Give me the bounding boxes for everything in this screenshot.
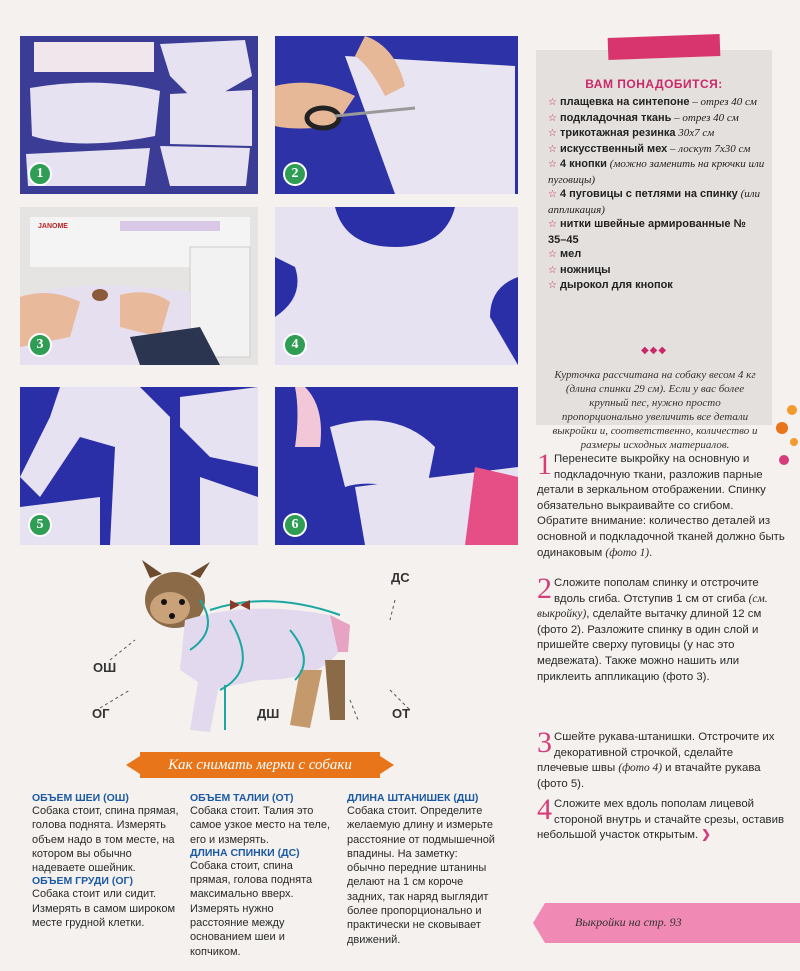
- photo-number: 6: [283, 513, 307, 537]
- jacket-back-image: [275, 207, 518, 365]
- sewing-machine-image: [20, 207, 258, 365]
- list-item: ☆ ножницы: [548, 263, 611, 276]
- label-ds: ДС: [391, 570, 410, 585]
- label-osh: ОШ: [93, 660, 117, 675]
- star-icon: ☆: [548, 128, 557, 139]
- label-ot: ОТ: [392, 706, 411, 721]
- star-icon: ☆: [548, 264, 557, 276]
- step-number: 4: [537, 793, 552, 826]
- step-number: 2: [537, 572, 552, 605]
- photo-number: 3: [28, 333, 52, 357]
- photo-number: 4: [283, 333, 307, 357]
- photo-3: [20, 207, 258, 365]
- step-number: 3: [537, 726, 552, 759]
- sleeves-image: [275, 387, 518, 545]
- pattern-page-link[interactable]: Выкройки на стр. 93: [545, 903, 800, 943]
- cutting-image: [275, 36, 518, 194]
- list-item: ☆ искусственный мех – лоскут 7х30 см: [548, 142, 751, 155]
- list-item: ☆ дырокол для кнопок: [548, 279, 673, 291]
- materials-note: Курточка рассчитана на собаку весом 4 кг (длина спинки 29 см). Если у вас более крупный пес, нужно просто пропорционально увеличить все детали выкройки и, соответственно, количество и размеры исходных материалов.: [552, 369, 758, 451]
- star-icon: ☆: [548, 159, 557, 170]
- star-icon: ☆: [548, 112, 557, 124]
- photo-number: 1: [28, 162, 52, 186]
- star-icon: ☆: [548, 280, 557, 291]
- materials-list: [548, 95, 766, 294]
- label-dsh: ДШ: [257, 706, 280, 721]
- measure-title: ОБЪЕМ ТАЛИИ (ОТ): [190, 792, 294, 804]
- step-number: 1: [537, 448, 552, 481]
- list-item: ☆ трикотажная резинка 30х7 см: [548, 127, 715, 139]
- photo-6: [275, 387, 518, 545]
- dog-measurement-image: [90, 560, 470, 755]
- measurements-banner: Как снимать мерки с собаки: [140, 752, 380, 778]
- materials-title: ВАМ ПОНАДОБИТСЯ:: [585, 77, 723, 91]
- star-icon: ☆: [548, 219, 557, 230]
- list-item: ☆ подкладочная ткань – отрез 40 см: [548, 111, 739, 124]
- label-og: ОГ: [92, 706, 110, 721]
- list-item: ☆ 4 кнопки (можно заменить на крючки или пуговицы): [548, 158, 765, 186]
- measure-text: Собака стоит. Определите желаемую длину и измерьте расстояние от подмышечной впадины. На заметку: обычно передние штанины делают на 1 см короче задних, так наряд выглядит более пропорционально и практически не сковывает движений.: [347, 805, 495, 946]
- sewn-pieces-image: [20, 387, 258, 545]
- photo-number: 5: [28, 513, 52, 537]
- photo-number: 2: [283, 162, 307, 186]
- list-item: ☆ плащевка на синтепоне – отрез 40 см: [548, 96, 757, 108]
- measure-text: Собака стоит. Талия это самое узкое место на теле, его и измерять.: [190, 805, 331, 846]
- star-icon: ☆: [548, 249, 557, 260]
- measure-title: ОБЪЕМ ШЕИ (ОШ): [32, 792, 129, 804]
- tape-decoration: [608, 34, 721, 60]
- star-icon: ☆: [548, 143, 557, 155]
- photo-5: [20, 387, 258, 545]
- measure-title: ДЛИНА СПИНКИ (ДС): [190, 846, 300, 859]
- step-1: 1 Перенесите выкройку на основную и подкладочную ткани, разложив парные детали в зеркальном отображении. Спинку обязательно выкраивайте со сгибом. Обратите внимание: количество деталей из основной и подкладочной тканей должно быть одинаковым (фото 1).: [537, 448, 785, 559]
- step-3: 3 Сшейте рукава-штанишки. Отстрочите их декоративной строчкой, сделайте плечевые швы (фото 4) и втачайте рукава (фото 5).: [537, 726, 775, 790]
- step-2: 2 Сложите пополам спинку и отстрочите вдоль сгиба. Отступив 1 см от сгиба (см. выкройку), сделайте вытачку длиной 12 см (фото 2). Разложите спинку в один слой и пришейте сверху пуговицы (у нас это медвежата). Также можно нашить или приклеить аппликацию (фото 3).: [537, 572, 768, 683]
- star-icon: ☆: [548, 189, 557, 200]
- list-item: ☆ нитки швейные армированные № 35–45: [548, 218, 746, 246]
- list-item: ☆ 4 пуговицы с петлями на спинку (или аппликация): [548, 188, 761, 216]
- measure-text: Собака стоит или сидит. Измерять в самом широком месте грудной клетки.: [32, 888, 176, 930]
- star-icon: ☆: [548, 97, 557, 108]
- measures-column-2: [190, 792, 335, 959]
- measure-title: ОБЪЕМ ГРУДИ (ОГ): [32, 875, 133, 888]
- measures-column-1: [32, 792, 182, 930]
- step-4: 4 Сложите мех вдоль пополам лицевой стороной внутрь и стачайте срезы, оставив небольшой участок открытым. ❯: [537, 793, 785, 842]
- machine-brand: JANOME: [38, 223, 68, 230]
- photo-2: [275, 36, 518, 194]
- diamond-divider: ◆◆◆: [640, 345, 668, 356]
- measure-text: Собака стоит, спина прямая, голова поднята максимально вверх. Измерять нужно расстояние между основанием шеи и копчиком.: [190, 859, 313, 958]
- measure-text: Собака стоит, спина прямая, голова поднята. Измерять объем надо в том месте, на котором вы обычно надеваете ошейник.: [32, 805, 179, 875]
- materials-box: [536, 50, 772, 451]
- list-item: ☆ мел: [548, 248, 582, 260]
- photo-4: [275, 207, 518, 365]
- measure-title: ДЛИНА ШТАНИШЕК (ДШ): [347, 792, 479, 804]
- photo-1: [20, 36, 258, 194]
- measures-column-3: [347, 792, 497, 947]
- pattern-pieces-image: [20, 36, 258, 194]
